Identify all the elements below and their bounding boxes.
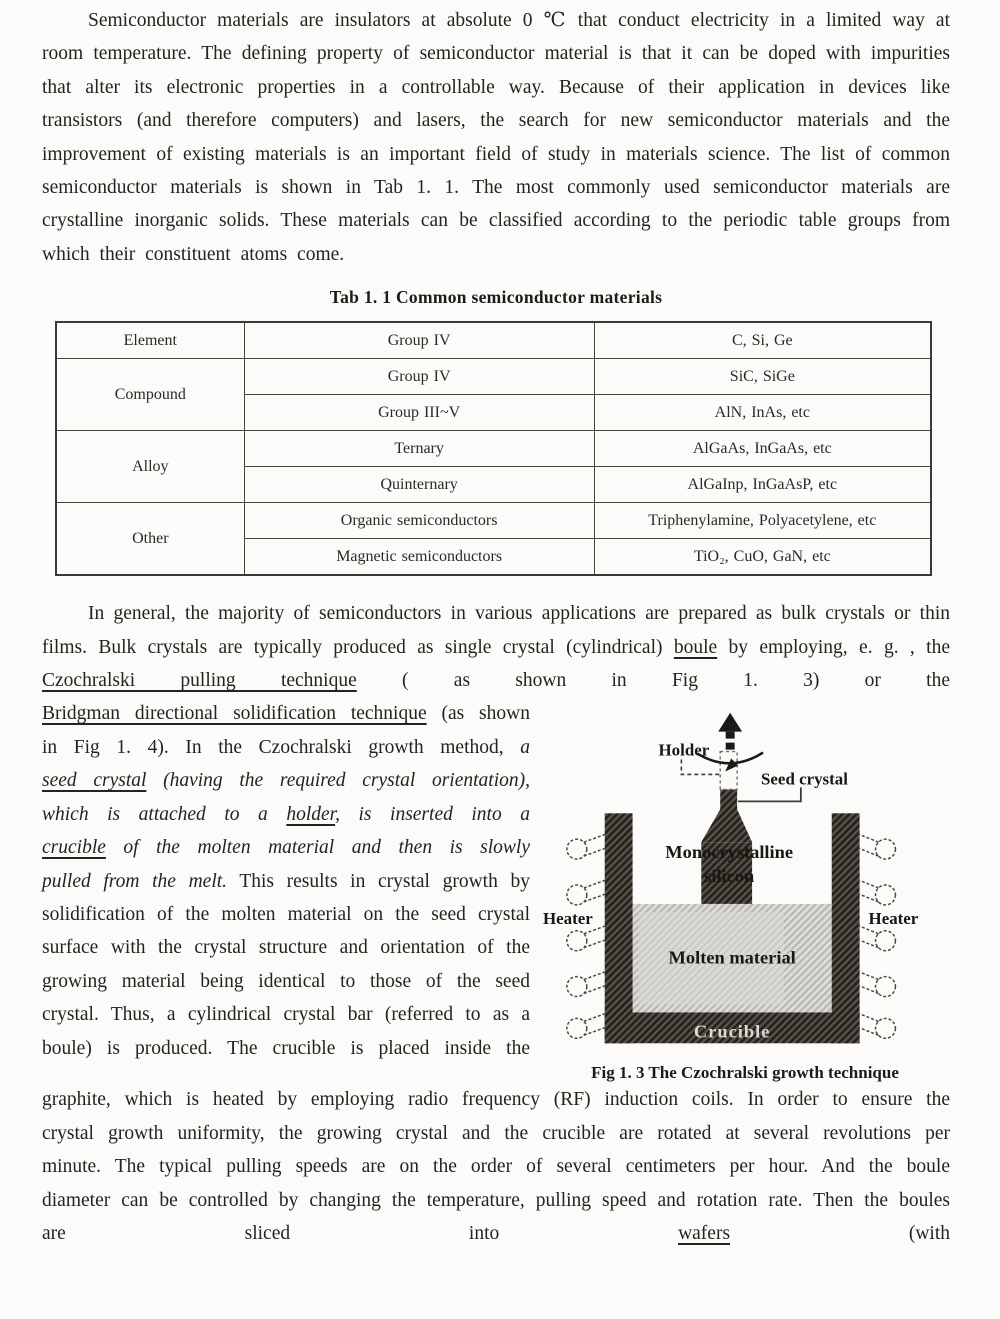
heater-coils-right [859, 835, 896, 1039]
figure-label-monocrystalline: Monocrystalline [665, 842, 794, 863]
paragraph-intro: Semiconductor materials are insulators at absolute 0 ℃ that conduct electricity in a limited way at room temperature. The defining property of semiconductor material is that it can be doped with impurities that alter its electronic properties in a controllable way. Because of their application in devices like transistors (and therefore computers) and lasers, the search for new semiconductor materials and the improvement of existing materials is an important field of study in materials science. The list of common semiconductor materials is shown in Tab 1. 1. The most commonly used semiconductor materials are crystalline inorganic solids. These materials can be classified according to the periodic table groups from which their constituent atoms come. [42, 10, 950, 265]
cell-type: Quinternary [244, 467, 594, 503]
text-segment: In general, the majority of semiconductors in various applications are prepared as bulk crystals or thin films. Bulk crystals are typically produced as single crystal (cylindrical) [42, 603, 950, 658]
figure-label-seed-crystal: Seed crystal [761, 769, 848, 789]
cell-materials: AlGaAs, InGaAs, etc [594, 431, 931, 467]
crucible-left-wall [605, 814, 633, 1044]
text-segment: a [520, 736, 530, 758]
crystal-shoulder [701, 810, 752, 843]
paragraph-czochralski-method [42, 697, 530, 1083]
cell-materials: AlGaInp, InGaAsP, etc [594, 467, 931, 503]
term-holder: holder [286, 803, 336, 825]
table-row [56, 322, 931, 359]
text-figure-row [42, 697, 950, 1083]
cell-type: Ternary [244, 431, 594, 467]
cell-type: Magnetic semiconductors [244, 539, 594, 576]
cell-type: Group III~V [244, 395, 594, 431]
figure-label-molten-material: Molten material [668, 948, 796, 969]
paragraph-graphite [42, 1083, 950, 1250]
table-row [56, 431, 931, 467]
text-segment: (having the required crystal orientation), which is attached to a [42, 770, 530, 825]
cell-category: Other [56, 503, 244, 576]
cell-materials: TiO₂, CuO, GaN, etc [594, 539, 931, 576]
czochralski-diagram [540, 711, 998, 1051]
cell-materials: SiC, SiGe [594, 359, 931, 395]
cell-materials: Triphenylamine, Polyacetylene, etc [594, 503, 931, 539]
heater-coils-left [567, 835, 606, 1039]
pull-arrow-icon [718, 713, 742, 732]
figure-label-heater-right: Heater [868, 909, 919, 929]
text-segment: , is inserted into a [335, 803, 530, 825]
table-row [56, 503, 931, 539]
cell-category: Compound [56, 359, 244, 431]
figure-label-silicon: silicon [704, 866, 755, 887]
cell-type: Group IV [244, 322, 594, 359]
cell-materials: C, Si, Ge [594, 322, 931, 359]
figure-label-holder: Holder [658, 741, 710, 761]
seed-leader-line [738, 788, 801, 802]
figure-caption: Fig 1. 3 The Czochralski growth technique [591, 1063, 899, 1083]
term-crucible: crucible [42, 837, 106, 859]
cell-category: Alloy [56, 431, 244, 503]
semiconductor-materials-table [55, 321, 932, 576]
figure-label-heater-left: Heater [542, 909, 593, 929]
term-seed-crystal: seed crystal [42, 770, 147, 792]
figure-label-crucible: Crucible [693, 1021, 771, 1042]
term-czochralski-pulling-technique: Czochralski pulling technique [42, 670, 357, 692]
text-segment: of the molten material and then is slowly pulled from the melt. [42, 837, 530, 892]
crucible-right-wall [832, 814, 860, 1044]
term-boule: boule [673, 636, 718, 658]
cell-category: Element [56, 322, 244, 359]
table-row [56, 359, 931, 395]
text-segment: by employing, e. g. , the [717, 636, 950, 658]
cell-type: Organic semiconductors [244, 503, 594, 539]
text-segment: (with [730, 1223, 951, 1245]
seed-crystal-shape [720, 790, 737, 811]
term-bridgman-technique: Bridgman directional solidification technique [42, 703, 427, 725]
paragraph-bulk-crystals [42, 597, 950, 697]
text-segment: ( as shown in Fig 1. 3) or the [356, 670, 950, 692]
term-wafers: wafers [678, 1223, 731, 1245]
table-caption: Tab 1. 1 Common semiconductor materials [329, 287, 663, 308]
figure-czochralski [540, 697, 950, 1083]
text-segment: graphite, which is heated by employing radio frequency (RF) induction coils. In order to ensure the crystal growth uniformity, the growing crystal and the crucible are rotated at several revolutions per minute. The typical pulling speeds are on the order of several centimeters per hour. And the boule diameter can be controlled by changing the temperature, pulling speed and rotation rate. Then the boules are sliced into [42, 1089, 950, 1245]
holder-shaft [720, 752, 737, 790]
cell-materials: AlN, InAs, etc [594, 395, 931, 431]
text-segment: (as shown in Fig 1. 4). In the Czochralski growth method, [42, 703, 530, 758]
text-segment: This results in crystal growth by solidification of the molten material on the seed crystal surface with the crystal structure and orientation of the growing material being identical to those of the seed crystal. Thus, a cylindrical crystal bar (referred to as a boule) is produced. The crucible is placed inside the [42, 870, 530, 1059]
cell-type: Group IV [244, 359, 594, 395]
